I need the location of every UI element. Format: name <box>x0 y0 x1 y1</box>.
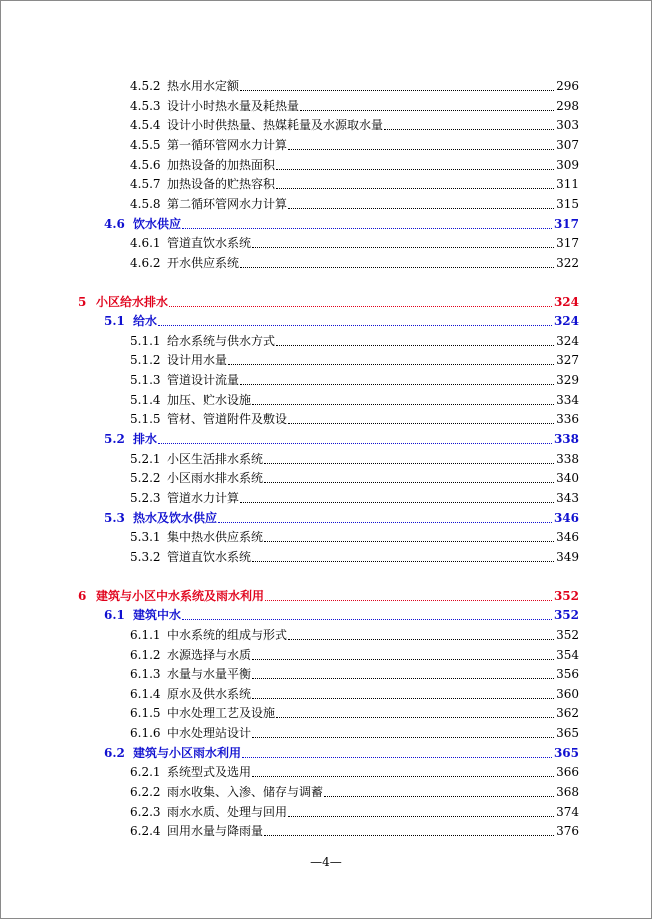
toc-entry-title: 水量与水量平衡 <box>167 667 252 681</box>
toc-entry-number: 5.1.1 <box>130 334 161 348</box>
toc-entry-title: 给水系统与供水方式 <box>167 334 276 348</box>
toc-entry-page: 360 <box>556 687 579 701</box>
toc-dot-leader <box>384 129 554 130</box>
toc-entry-title: 管道直饮水系统 <box>167 236 252 250</box>
toc-entry-page: 346 <box>553 511 579 525</box>
toc-subsection-6-2-2[interactable] <box>1 782 651 802</box>
toc-entry-title: 系统型式及选用 <box>167 765 252 779</box>
toc-entry-page: 296 <box>556 79 579 93</box>
toc-entry-title: 第二循环管网水力计算 <box>167 197 288 211</box>
toc-dot-leader <box>218 522 552 523</box>
toc-dot-leader <box>276 717 554 718</box>
toc-dot-leader <box>240 267 554 268</box>
toc-entry-page: 324 <box>553 314 579 328</box>
toc-chapter-6[interactable] <box>1 586 651 606</box>
toc-dot-leader <box>252 698 554 699</box>
toc-entry-number: 6.2.2 <box>130 785 161 799</box>
toc-entry-number: 5.1.5 <box>130 412 161 426</box>
toc-dot-leader <box>252 561 554 562</box>
toc-section-5-3[interactable] <box>1 508 651 528</box>
toc-subsection-5-1-2[interactable] <box>1 350 651 370</box>
toc-entry-number: 5.1.2 <box>130 353 161 367</box>
toc-entry-number: 6.1.1 <box>130 628 161 642</box>
toc-entry-title: 管道设计流量 <box>167 373 240 387</box>
toc-dot-leader <box>264 835 554 836</box>
toc-entry-number: 4.6.2 <box>130 256 161 270</box>
toc-entry-title: 建筑与小区中水系统及雨水利用 <box>96 589 265 603</box>
toc-entry-page: 338 <box>553 432 579 446</box>
toc-subsection-4-6-2[interactable] <box>1 253 651 273</box>
toc-subsection-5-1-1[interactable] <box>1 331 651 351</box>
page-number: —4— <box>310 855 342 869</box>
toc-entry-number: 5 <box>78 295 87 309</box>
toc-subsection-6-1-2[interactable] <box>1 645 651 665</box>
toc-section-6-1[interactable] <box>1 605 651 625</box>
toc-subsection-6-2-1[interactable] <box>1 762 651 782</box>
toc-entry-page: 374 <box>556 805 579 819</box>
toc-entry-number: 6.1.6 <box>130 726 161 740</box>
toc-entry-number: 6.1.3 <box>130 667 161 681</box>
toc-entry-title: 雨水收集、入渗、储存与调蓄 <box>167 785 324 799</box>
toc-entry-title: 管道水力计算 <box>167 491 240 505</box>
toc-entry-number: 5.3.1 <box>130 530 161 544</box>
toc-entry-number: 5.2 <box>104 432 125 446</box>
toc-entry-title: 管材、管道附件及敷设 <box>167 412 288 426</box>
toc-dot-leader <box>265 600 552 601</box>
toc-subsection-5-1-3[interactable] <box>1 370 651 390</box>
toc-entry-page: 303 <box>556 118 579 132</box>
toc-entry-page: 352 <box>556 628 579 642</box>
toc-entry-number: 6 <box>78 589 87 603</box>
toc-dot-leader <box>252 404 554 405</box>
toc-entry-page: 309 <box>556 158 579 172</box>
toc-entry-title: 小区给水排水 <box>96 295 169 309</box>
toc-subsection-6-1-4[interactable] <box>1 684 651 704</box>
toc-entry-page: 349 <box>556 550 579 564</box>
toc-entry-number: 5.2.2 <box>130 471 161 485</box>
toc-dot-leader <box>300 110 554 111</box>
toc-entry-page: 366 <box>556 765 579 779</box>
toc-entry-title: 雨水水质、处理与回用 <box>167 805 288 819</box>
toc-subsection-5-3-1[interactable] <box>1 527 651 547</box>
toc-entry-number: 5.2.3 <box>130 491 161 505</box>
toc-entry-page: 311 <box>556 177 579 191</box>
toc-dot-leader <box>169 306 552 307</box>
toc-entry-title: 加热设备的贮热容积 <box>167 177 276 191</box>
toc-chapter-5[interactable] <box>1 292 651 312</box>
toc-entry-page: 324 <box>553 295 579 309</box>
toc-entry-page: 334 <box>556 393 579 407</box>
toc-entry-page: 317 <box>553 217 579 231</box>
toc-entry-page: 354 <box>556 648 579 662</box>
toc-dot-leader <box>288 639 554 640</box>
toc-entry-number: 6.1.4 <box>130 687 161 701</box>
toc-entry-title: 中水处理工艺及设施 <box>167 706 276 720</box>
toc-subsection-6-1-3[interactable] <box>1 664 651 684</box>
toc-entry-title: 开水供应系统 <box>167 256 240 270</box>
toc-entry-number: 5.3.2 <box>130 550 161 564</box>
toc-dot-leader <box>252 776 554 777</box>
toc-entry-title: 加热设备的加热面积 <box>167 158 276 172</box>
toc-entry-page: 317 <box>556 236 579 250</box>
toc-entry-title: 集中热水供应系统 <box>167 530 264 544</box>
toc-dot-leader <box>264 463 554 464</box>
toc-entry-number: 4.5.3 <box>130 99 161 113</box>
toc-entry-page: 329 <box>556 373 579 387</box>
toc-entry-page: 362 <box>556 706 579 720</box>
toc-subsection-6-1-6[interactable] <box>1 723 651 743</box>
toc-dot-leader <box>240 502 554 503</box>
toc-dot-leader <box>228 364 554 365</box>
toc-entry-page: 298 <box>556 99 579 113</box>
toc-entry-page: 340 <box>556 471 579 485</box>
toc-entry-number: 4.6 <box>104 217 125 231</box>
toc-entry-title: 中水系统的组成与形式 <box>167 628 288 642</box>
toc-entry-number: 6.2.4 <box>130 824 161 838</box>
toc-entry-number: 6.1.5 <box>130 706 161 720</box>
toc-entry-page: 343 <box>556 491 579 505</box>
toc-subsection-5-1-4[interactable] <box>1 390 651 410</box>
toc-entry-number: 4.5.7 <box>130 177 161 191</box>
toc-entry-number: 6.2 <box>104 746 125 760</box>
toc-entry-title: 小区雨水排水系统 <box>167 471 264 485</box>
toc-entry-number: 4.6.1 <box>130 236 161 250</box>
toc-entry-title: 热水用水定额 <box>167 79 240 93</box>
toc-entry-title: 排水 <box>133 432 158 446</box>
toc-subsection-4-5-4[interactable] <box>1 115 651 135</box>
toc-subsection-6-2-4[interactable] <box>1 821 651 841</box>
toc-subsection-5-1-5[interactable] <box>1 409 651 429</box>
toc-entry-page: 368 <box>556 785 579 799</box>
toc-entry-title: 原水及供水系统 <box>167 687 252 701</box>
toc-entry-title: 设计小时热水量及耗热量 <box>167 99 300 113</box>
toc-dot-leader <box>252 737 554 738</box>
toc-subsection-5-3-2[interactable] <box>1 547 651 567</box>
toc-entry-number: 5.1.4 <box>130 393 161 407</box>
toc-entry-number: 6.1 <box>104 608 125 622</box>
toc-entry-number: 5.1 <box>104 314 125 328</box>
toc-entry-page: 338 <box>556 452 579 466</box>
toc-entry-page: 365 <box>556 726 579 740</box>
toc-subsection-4-6-1[interactable] <box>1 233 651 253</box>
toc-entry-number: 5.3 <box>104 511 125 525</box>
toc-subsection-4-5-8[interactable] <box>1 194 651 214</box>
toc-subsection-5-2-2[interactable] <box>1 468 651 488</box>
toc-dot-leader <box>288 423 554 424</box>
toc-dot-leader <box>240 90 554 91</box>
toc-dot-leader <box>276 345 554 346</box>
toc-subsection-5-2-1[interactable] <box>1 449 651 469</box>
toc-entry-title: 回用水量与降雨量 <box>167 824 264 838</box>
toc-subsection-5-2-3[interactable] <box>1 488 651 508</box>
toc-entry-title: 建筑与小区雨水利用 <box>133 746 242 760</box>
toc-entry-page: 346 <box>556 530 579 544</box>
toc-entry-title: 小区生活排水系统 <box>167 452 264 466</box>
toc-dot-leader <box>288 208 554 209</box>
toc-entry-number: 5.1.3 <box>130 373 161 387</box>
toc-dot-leader <box>182 228 552 229</box>
toc-section-6-2[interactable] <box>1 743 651 763</box>
toc-dot-leader <box>182 619 552 620</box>
toc-entry-title: 给水 <box>133 314 158 328</box>
toc-entry-number: 6.1.2 <box>130 648 161 662</box>
toc-entry-page: 376 <box>556 824 579 838</box>
toc-entry-page: 356 <box>556 667 579 681</box>
toc-entry-page: 327 <box>556 353 579 367</box>
toc-subsection-6-1-5[interactable] <box>1 703 651 723</box>
toc-entry-page: 324 <box>556 334 579 348</box>
toc-entry-number: 5.2.1 <box>130 452 161 466</box>
toc-entry-title: 设计小时供热量、热媒耗量及水源取水量 <box>167 118 384 132</box>
toc-dot-leader <box>240 384 554 385</box>
toc-entry-title: 第一循环管网水力计算 <box>167 138 288 152</box>
toc-dot-leader <box>242 757 552 758</box>
toc-entry-number: 4.5.6 <box>130 158 161 172</box>
toc-entry-page: 352 <box>553 589 579 603</box>
toc-entry-number: 6.2.1 <box>130 765 161 779</box>
toc-subsection-4-5-6[interactable] <box>1 155 651 175</box>
toc-entry-page: 322 <box>556 256 579 270</box>
toc-dot-leader <box>252 247 554 248</box>
toc-entry-title: 设计用水量 <box>167 353 228 367</box>
toc-subsection-4-5-7[interactable] <box>1 174 651 194</box>
toc-dot-leader <box>252 659 554 660</box>
toc-subsection-6-2-3[interactable] <box>1 802 651 822</box>
toc-entry-title: 饮水供应 <box>133 217 182 231</box>
toc-dot-leader <box>264 482 554 483</box>
toc-subsection-4-5-5[interactable] <box>1 135 651 155</box>
toc-entry-number: 4.5.5 <box>130 138 161 152</box>
toc-subsection-4-5-3[interactable] <box>1 96 651 116</box>
toc-dot-leader <box>252 678 554 679</box>
toc-entry-title: 管道直饮水系统 <box>167 550 252 564</box>
toc-entry-title: 热水及饮水供应 <box>133 511 218 525</box>
toc-section-5-1[interactable] <box>1 311 651 331</box>
toc-dot-leader <box>158 325 552 326</box>
toc-dot-leader <box>158 443 552 444</box>
toc-dot-leader <box>324 796 554 797</box>
toc-entry-number: 4.5.2 <box>130 79 161 93</box>
toc-entry-number: 4.5.4 <box>130 118 161 132</box>
toc-dot-leader <box>288 149 554 150</box>
toc-dot-leader <box>276 169 554 170</box>
toc-entry-number: 4.5.8 <box>130 197 161 211</box>
toc-entry-title: 加压、贮水设施 <box>167 393 252 407</box>
toc-entry-page: 365 <box>553 746 579 760</box>
toc-entry-page: 352 <box>553 608 579 622</box>
toc-section-5-2[interactable] <box>1 429 651 449</box>
toc-subsection-6-1-1[interactable] <box>1 625 651 645</box>
toc-entry-number: 6.2.3 <box>130 805 161 819</box>
toc-subsection-4-5-2[interactable] <box>1 76 651 96</box>
toc-entry-title: 水源选择与水质 <box>167 648 252 662</box>
toc-dot-leader <box>276 188 554 189</box>
toc-entry-page: 336 <box>556 412 579 426</box>
toc-entry-title: 建筑中水 <box>133 608 182 622</box>
toc-entry-title: 中水处理站设计 <box>167 726 252 740</box>
toc-entry-page: 315 <box>556 197 579 211</box>
toc-dot-leader <box>288 816 554 817</box>
toc-dot-leader <box>264 541 554 542</box>
toc-entry-page: 307 <box>556 138 579 152</box>
toc-section-4-6[interactable] <box>1 214 651 234</box>
